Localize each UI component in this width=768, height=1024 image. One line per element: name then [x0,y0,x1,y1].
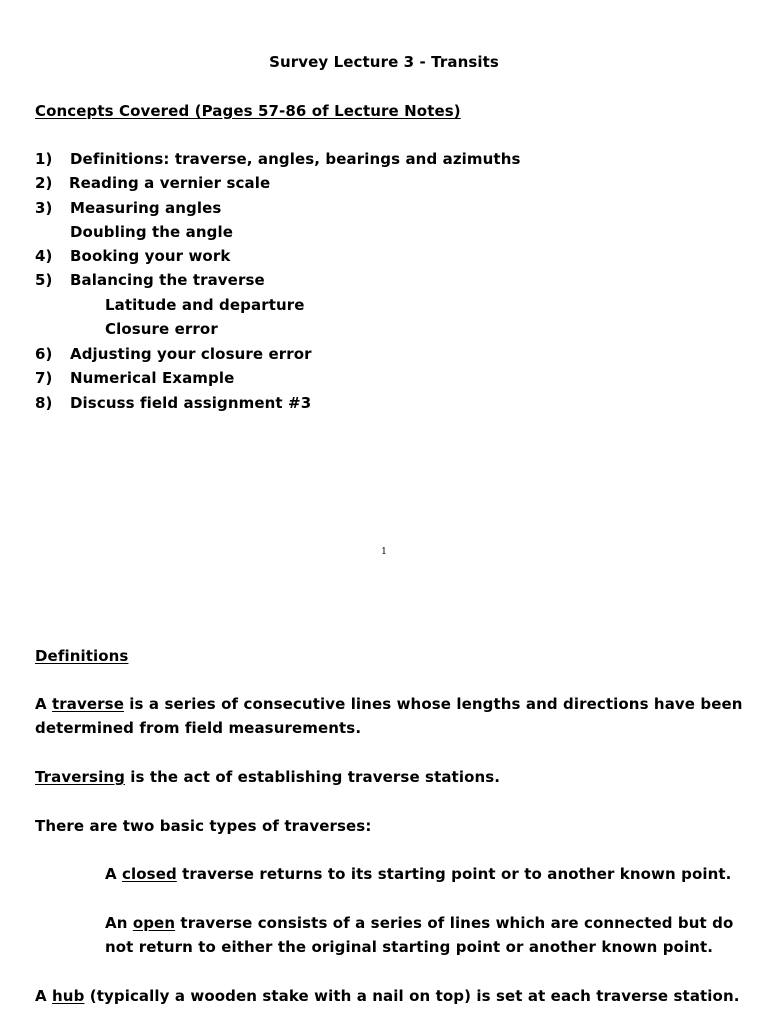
definitions-heading: Definitions [35,647,129,665]
list-item-text: Definitions: traverse, angles, bearings and azimuths [70,150,521,168]
list-item-text: Adjusting your closure error [70,345,312,363]
closed-traverse-definition [105,864,731,884]
list-item-number: 3) [35,199,53,217]
list-item-text: Numerical Example [70,369,235,387]
list-item-text: Doubling the angle [70,223,233,241]
traverse-definition-line-2: determined from field measurements. [35,719,362,737]
list-item-number: 6) [35,345,53,363]
list-item-text: Discuss field assignment #3 [70,394,312,412]
traverse-article: A [35,695,53,713]
hub-term: hub [52,987,85,1005]
closed-term: closed [122,865,177,883]
traversing-definition [35,767,500,787]
open-article: An [105,914,133,932]
open-definition-text: traverse consists of a series of lines which are connected but do [175,914,734,932]
hub-definition [35,986,740,1006]
list-item-text: Measuring angles [70,199,222,217]
open-traverse-definition-line-1 [105,913,733,933]
traverse-term: traverse [52,695,124,713]
open-term: open [132,914,176,932]
traverse-definition-line-1 [35,694,743,714]
hub-definition-text: (typically a wooden stake with a nail on top) is set at each traverse station. [84,987,740,1005]
lecture-title: Survey Lecture 3 - Transits [269,53,499,71]
hub-article: A [35,987,53,1005]
list-item-number: 2) [35,174,53,192]
closed-article: A [105,865,123,883]
list-item-text: Closure error [105,320,218,338]
list-item-text: Latitude and departure [105,296,305,314]
list-item-number: 5) [35,271,53,289]
traverse-definition-text: is a series of consecutive lines whose lengths and directions have been [123,695,743,713]
list-item-text: Booking your work [70,247,231,265]
page-number: 1 [381,547,387,557]
list-item-number: 1) [35,150,53,168]
concepts-heading: Concepts Covered (Pages 57-86 of Lecture Notes) [35,102,461,120]
open-traverse-definition-line-2: not return to either the original starting point or another known point. [105,938,714,956]
list-item-number: 4) [35,247,53,265]
closed-definition-text: traverse returns to its starting point or to another known point. [176,865,732,883]
list-item-text: Balancing the traverse [70,271,265,289]
list-item-number: 7) [35,369,53,387]
list-item-text: Reading a vernier scale [69,174,271,192]
traversing-definition-text: is the act of establishing traverse stations. [124,768,501,786]
list-item-number: 8) [35,394,53,412]
traversing-term: Traversing [35,768,125,786]
traverse-types-intro: There are two basic types of traverses: [35,817,372,835]
